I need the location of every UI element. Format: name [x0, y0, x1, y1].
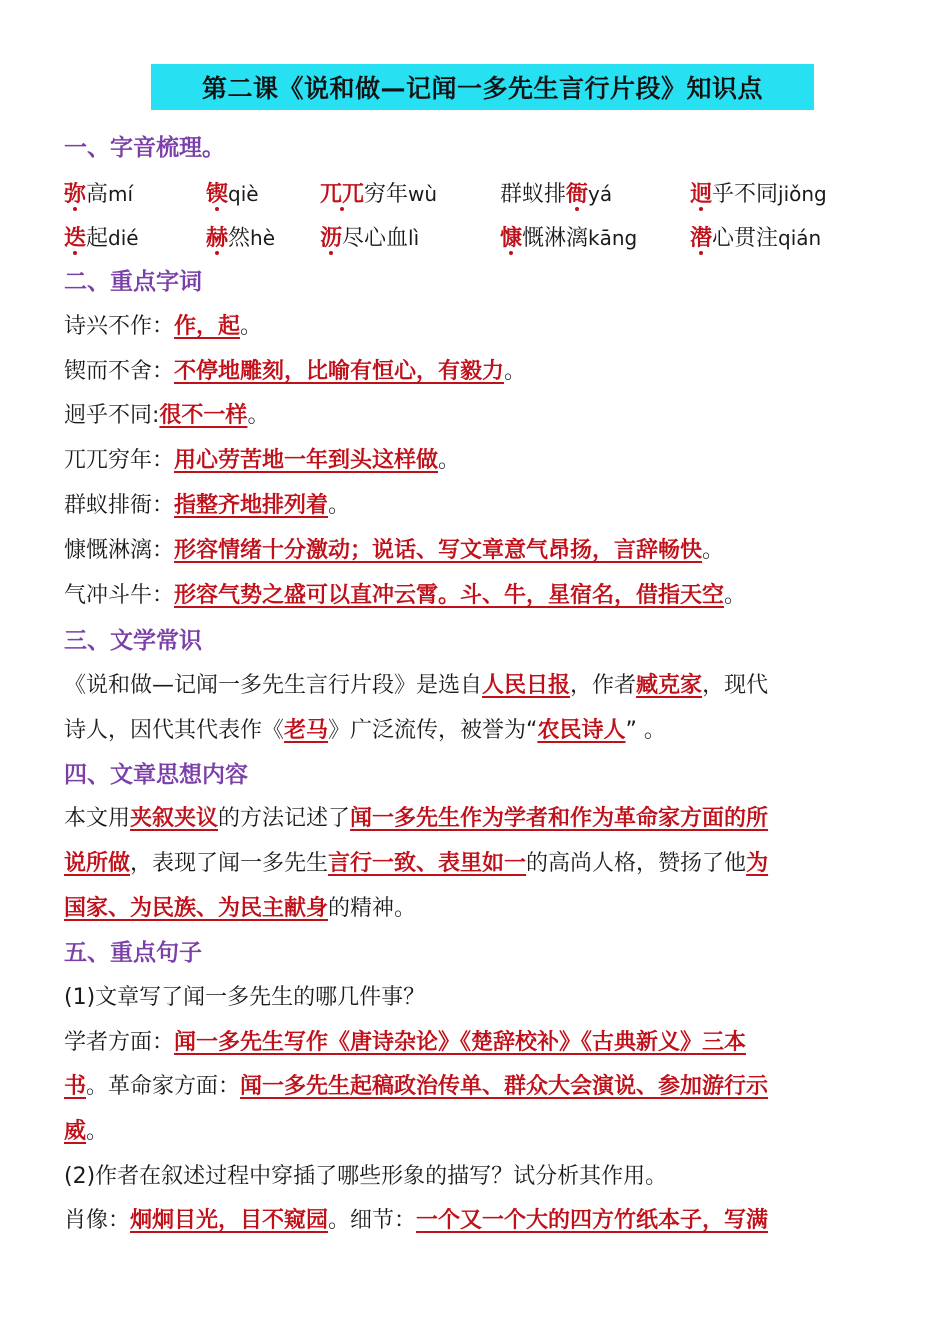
literary-paragraph-line-1: 《说和做—记闻一多先生言行片段》是选自人民日报，作者臧克家，现代 [64, 673, 769, 698]
question-1: (1)文章写了闻一多先生的哪几件事？ [64, 985, 426, 1010]
vocab-item: 气冲斗牛：形容气势之盛可以直冲云霄。斗、牛，星宿名，借指天空。 [64, 583, 747, 608]
answer-1-line-1: 学者方面：闻一多先生写作《唐诗杂论》《楚辞校补》《古典新义》三本 [64, 1030, 747, 1055]
answer-1-line-3: 威。 [64, 1119, 109, 1144]
vocab-item: 锲而不舍：不停地雕刻，比喻有恒心，有毅力。 [64, 359, 527, 384]
pinyin-item: 慷慨淋漓kāng [500, 226, 638, 251]
section-heading-literary-knowledge: 三、文学常识 [64, 628, 202, 654]
page-title: 第二课《说和做—记闻一多先生言行片段》知识点 [201, 74, 763, 103]
pinyin-item: 弥高mí [64, 182, 134, 207]
main-idea-line-1: 本文用夹叙夹议的方法记述了闻一多先生作为学者和作为革命家方面的所 [64, 806, 769, 831]
pinyin-row-1 [64, 178, 894, 210]
pinyin-row-2 [64, 222, 894, 254]
pinyin-item: 赫然hè [206, 226, 276, 251]
answer-2-line-1: 肖像：炯炯目光，目不窥园。细节：一个又一个大的四方竹纸本子，写满 [64, 1208, 769, 1233]
title-banner [151, 64, 814, 110]
pinyin-item: 兀兀穷年wù [320, 182, 438, 207]
literary-paragraph-line-2: 诗人，因代其代表作《老马》广泛流传，被誉为“农民诗人” 。 [64, 718, 666, 743]
main-idea-line-2: 说所做，表现了闻一多先生言行一致、表里如一的高尚人格，赞扬了他为 [64, 851, 769, 876]
vocab-item: 诗兴不作：作，起。 [64, 314, 263, 339]
question-2: (2)作者在叙述过程中穿插了哪些形象的描写？试分析其作用。 [64, 1164, 668, 1189]
section-heading-main-idea: 四、文章思想内容 [64, 762, 248, 788]
pinyin-item: 沥尽心血lì [320, 226, 420, 251]
vocab-item: 兀兀穷年：用心劳苦地一年到头这样做。 [64, 448, 461, 473]
section-heading-pronunciation: 一、字音梳理。 [64, 135, 225, 161]
pinyin-item: 迥乎不同jiǒng [690, 182, 827, 207]
pinyin-item: 潜心贯注qián [690, 226, 822, 251]
pinyin-item: 迭起dié [64, 226, 139, 251]
vocab-item: 慷慨淋漓：形容情绪十分激动；说话、写文章意气昂扬，言辞畅快。 [64, 538, 725, 563]
section-heading-key-words: 二、重点字词 [64, 269, 202, 295]
main-idea-line-3: 国家、为民族、为民主献身的精神。 [64, 896, 417, 921]
pinyin-item: 锲qiè [206, 182, 259, 207]
section-heading-key-sentences: 五、重点句子 [64, 940, 202, 966]
vocab-item: 群蚁排衙：指整齐地排列着。 [64, 493, 351, 518]
pinyin-item: 群蚁排衙yá [500, 182, 613, 207]
vocab-item: 迥乎不同:很不一样。 [64, 403, 270, 428]
answer-1-line-2: 书。革命家方面：闻一多先生起稿政治传单、群众大会演说、参加游行示 [64, 1074, 769, 1099]
